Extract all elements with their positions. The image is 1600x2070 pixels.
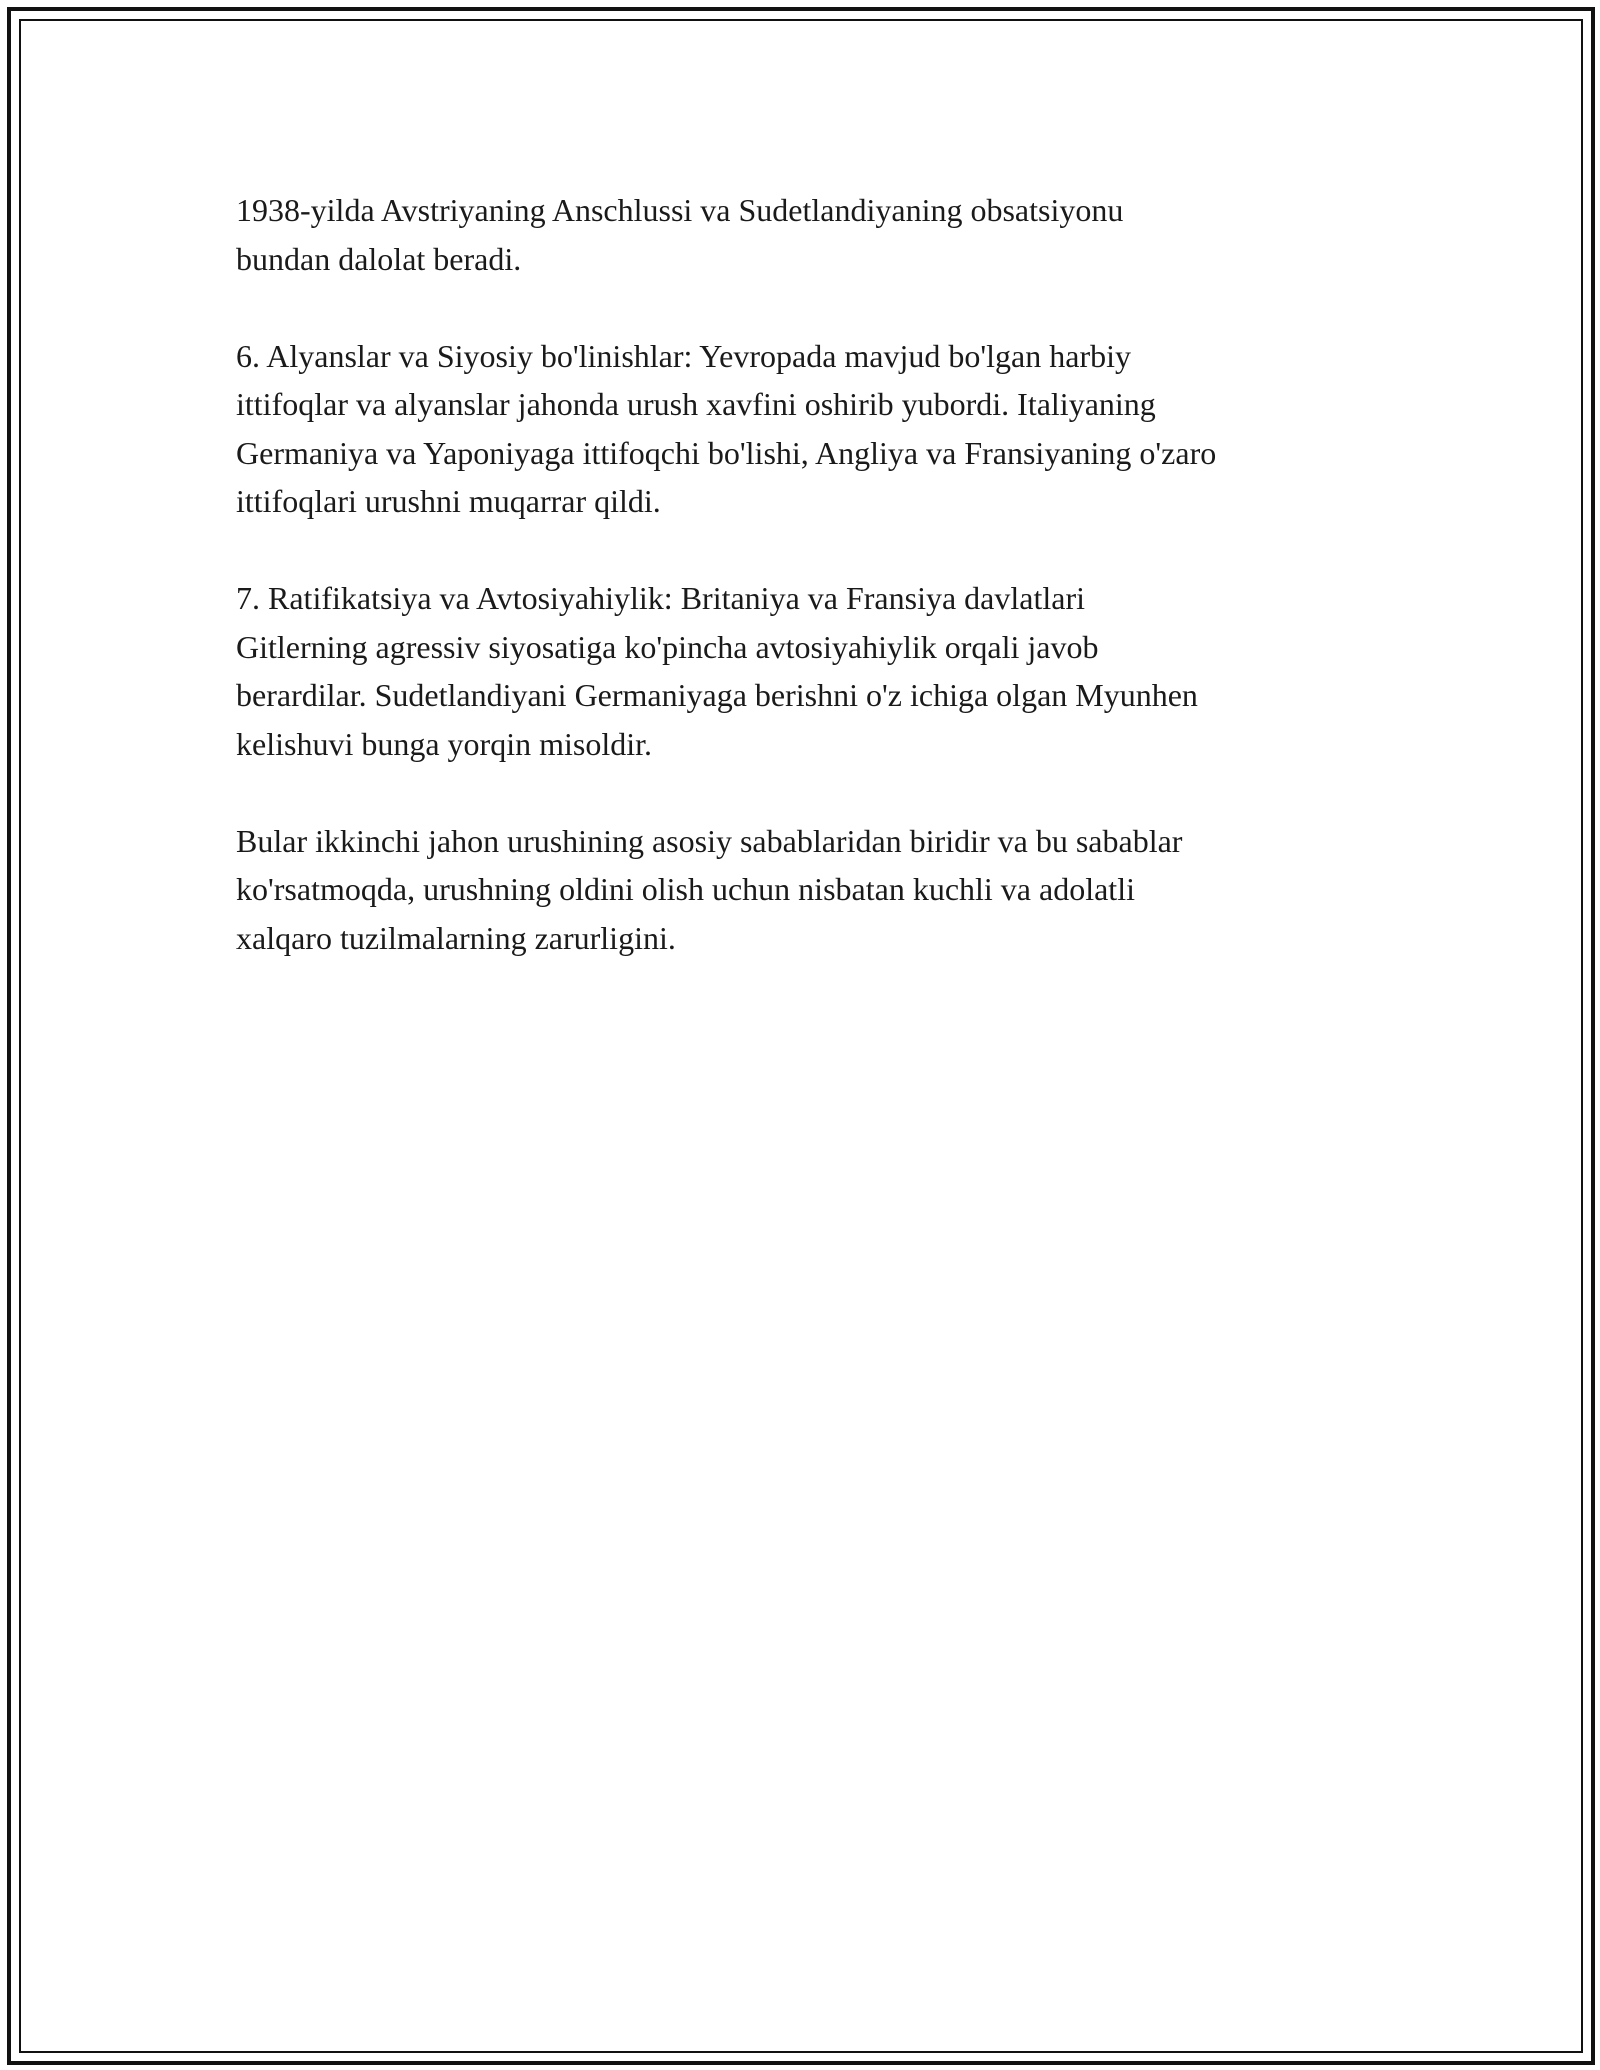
paragraph-anschluss — [236, 186, 1396, 283]
text-line: Gitlerning agressiv siyosatiga ko'pincha avtosiyahiylik orqali javob — [236, 628, 1099, 665]
text-line: ittifoqlari urushni muqarrar qildi. — [236, 483, 661, 519]
paragraph-appeasement — [236, 574, 1396, 768]
text-line: berardilar. Sudetlandiyani Germaniyaga berishni o'z ichiga olgan Myunhen — [236, 677, 1198, 713]
text-line: kelishuvi bunga yorqin misoldir. — [236, 725, 652, 762]
paragraph-conclusion — [236, 817, 1396, 963]
text-line: bundan dalolat beradi. — [236, 240, 522, 277]
text-line: xalqaro tuzilmalarning zarurligini. — [236, 919, 676, 956]
text-line: Bular ikkinchi jahon urushining asosiy sabablaridan biridir va bu sabablar — [236, 822, 1183, 859]
document-body — [236, 186, 1396, 1011]
text-line: 6. Alyanslar va Siyosiy bo'linishlar: Yevropada mavjud bo'lgan harbiy — [236, 337, 1131, 374]
text-line: 7. Ratifikatsiya va Avtosiyahiylik: Britaniya va Fransiya davlatlari — [236, 580, 1085, 616]
paragraph-alliances — [236, 332, 1396, 526]
text-line: ko'rsatmoqda, urushning oldini olish uchun nisbatan kuchli va adolatli — [236, 871, 1135, 907]
text-line: ittifoqlar va alyanslar jahonda urush xavfini oshirib yubordi. Italiyaning — [236, 386, 1156, 422]
text-line: Germaniya va Yaponiyaga ittifoqchi bo'lishi, Angliya va Fransiyaning o'zaro — [236, 434, 1217, 471]
text-line: 1938-yilda Avstriyaning Anschlussi va Sudetlandiyaning obsatsiyonu — [236, 192, 1124, 228]
